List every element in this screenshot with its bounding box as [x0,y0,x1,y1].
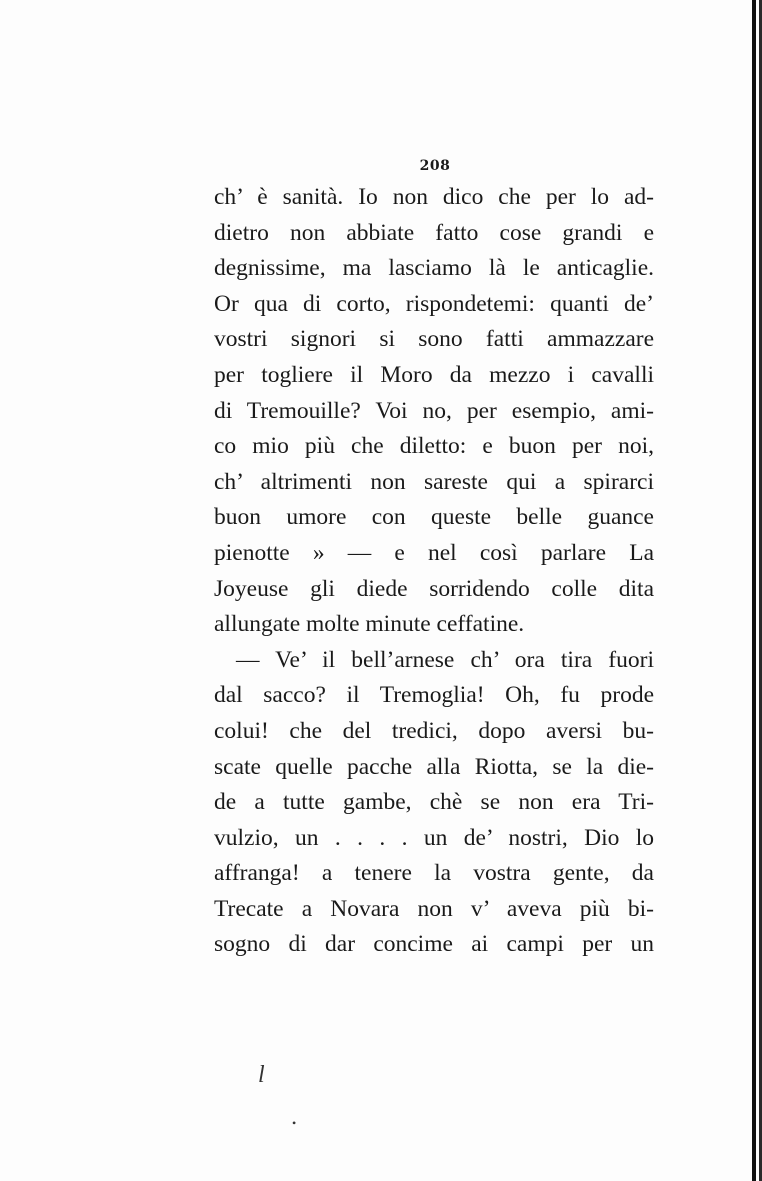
page-edge-shadow [752,0,756,1181]
text-line: scate quelle pacche alla Riotta, se la die- [214,753,654,780]
text-line: di Tremouille? Voi no, per esempio, ami- [214,397,654,424]
text-line: per togliere il Moro da mezzo i cavalli [214,361,654,388]
text-line: ch’ altrimenti non sareste qui a spirarci [214,468,654,495]
text-line: dietro non abbiate fatto cose grandi e [214,219,654,246]
text-line: Or qua di corto, rispondetemi: quanti de’ [214,290,654,317]
text-line: degnissime, ma lasciamo là le anticaglie. [214,255,654,282]
text-line: affranga! a tenere la vostra gente, da [214,860,654,887]
text-line: buon umore con queste belle guance [214,504,654,531]
text-line: allungate molte minute ceffatine. [214,611,525,638]
text-line: sogno di dar concime ai campi per un [214,931,654,958]
text-line: colui! che del tredici, dopo aversi bu- [214,717,654,744]
text-line: de a tutte gambe, chè se non era Tri- [214,789,654,816]
text-line: vostri signori si sono fatti ammazzare [214,326,654,353]
text-line: co mio più che diletto: e buon per noi, [214,433,654,460]
text-line: vulzio, un . . . . un de’ nostri, Dio lo [214,824,654,851]
handwritten-mark: l [258,1062,265,1088]
text-line: Trecate a Novara non v’ aveva più bi- [214,895,654,922]
text-line: dal sacco? il Tremoglia! Oh, fu prode [214,682,654,709]
page-number: 208 [419,158,451,174]
text-line: ch’ è sanità. Io non dico che per lo ad- [214,184,654,210]
text-line: — Ve’ il bell’arnese ch’ ora tira fuori [236,646,654,673]
body-text [214,180,654,963]
text-line: pienotte » — e nel così parlare La [214,539,654,566]
text-line: Joyeuse gli diede sorridendo colle dita [214,575,654,602]
ink-dot: • [292,1116,297,1130]
